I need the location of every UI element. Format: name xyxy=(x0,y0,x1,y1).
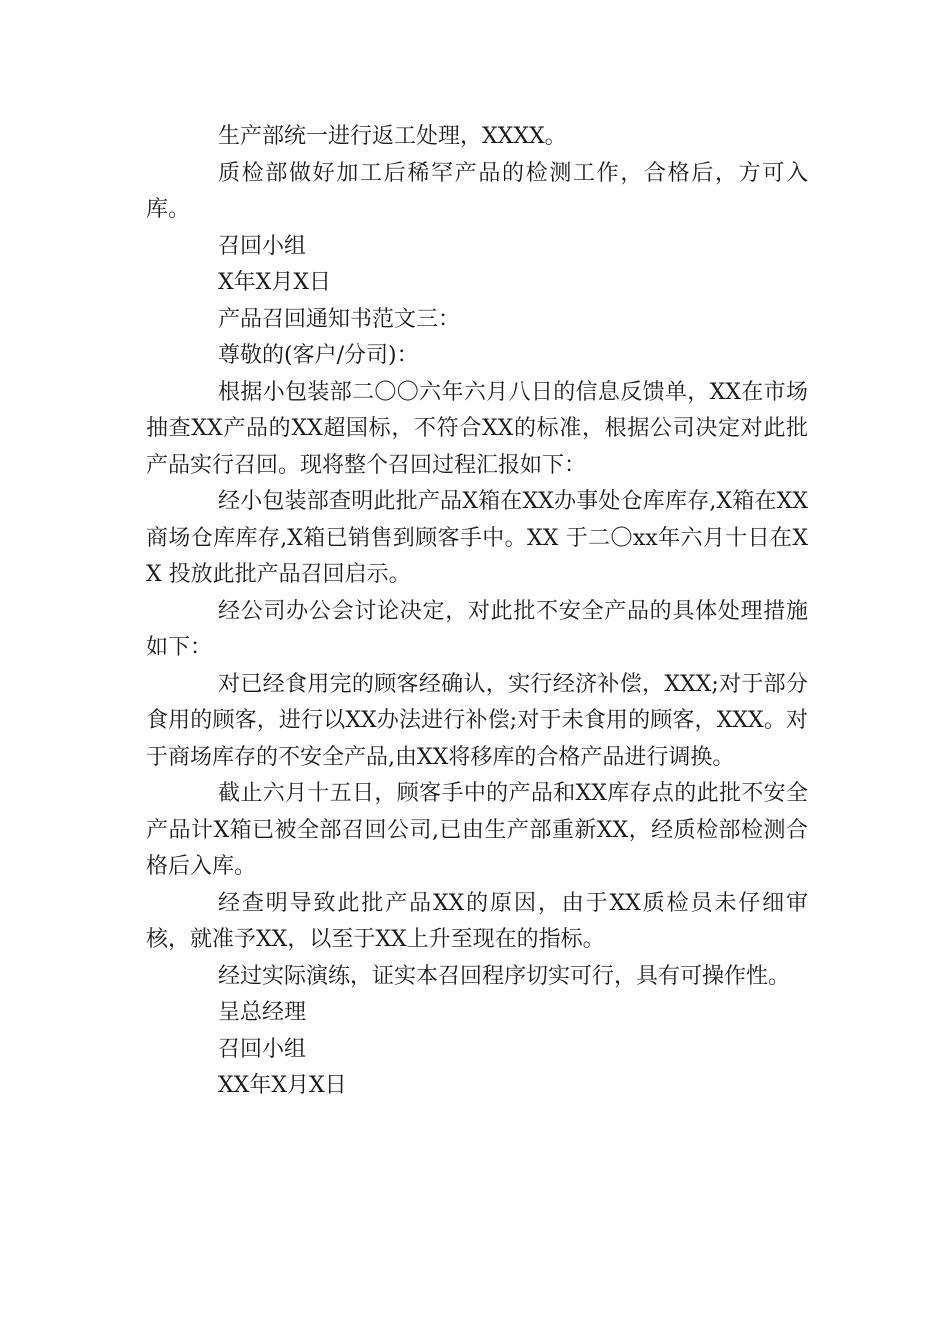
signature-recall-team: 召回小组 xyxy=(218,233,307,259)
paragraph-inventory: 经小包装部查明此批产品X箱在XX办事处仓库库存,X箱在XX商场仓库库存,X箱已销售到顾客手中。XX 于二〇xx年六月十日在XX 投放此批产品召回启示。 xyxy=(146,489,808,587)
signature-recall-team-final: 召回小组 xyxy=(218,1036,307,1062)
paragraph-background: 根据小包装部二〇〇六年六月八日的信息反馈单，XX在市场抽查XX产品的XX超国标，不符合XX的标准，根据公司决定对此批产品实行召回。现将整个召回过程汇报如下： xyxy=(146,379,808,478)
paragraph-conclusion: 经过实际演练，证实本召回程序切实可行，具有可操作性。 xyxy=(218,963,791,989)
signature-date-final: XX年X月X日 xyxy=(218,1073,347,1098)
paragraph-rework: 生产部统一进行返工处理，XXXX。 xyxy=(218,124,567,149)
signature-date: X年X月X日 xyxy=(218,270,331,295)
recipient-general-manager: 呈总经理 xyxy=(218,1000,307,1025)
paragraph-cause: 经查明导致此批产品XX的原因，由于XX质检员未仔细审核，就准予XX，以至于XX上升至现在的指标。 xyxy=(146,890,808,952)
section-heading: 产品召回通知书范文三： xyxy=(218,306,461,332)
salutation: 尊敬的(客户/分司)： xyxy=(218,343,419,368)
paragraph-progress: 截止六月十五日，顾客手中的产品和XX库存点的此批不安全产品计X箱已被全部召回公司,已由生产部重新XX，经质检部检测合格后入库。 xyxy=(146,781,808,879)
paragraph-decision: 经公司办公会讨论决定，对此批不安全产品的具体处理措施如下： xyxy=(146,598,808,660)
paragraph-measures: 对已经食用完的顾客经确认，实行经济补偿，XXX;对于部分食用的顾客，进行以XX办法进行补偿;对于未食用的顾客，XXX。对于商场库存的不安全产品,由XX将移库的合格产品进行调换。 xyxy=(146,671,808,770)
document-body xyxy=(146,119,808,1105)
paragraph-quality-check: 质检部做好加工后稀罕产品的检测工作，合格后，方可入库。 xyxy=(146,160,808,222)
